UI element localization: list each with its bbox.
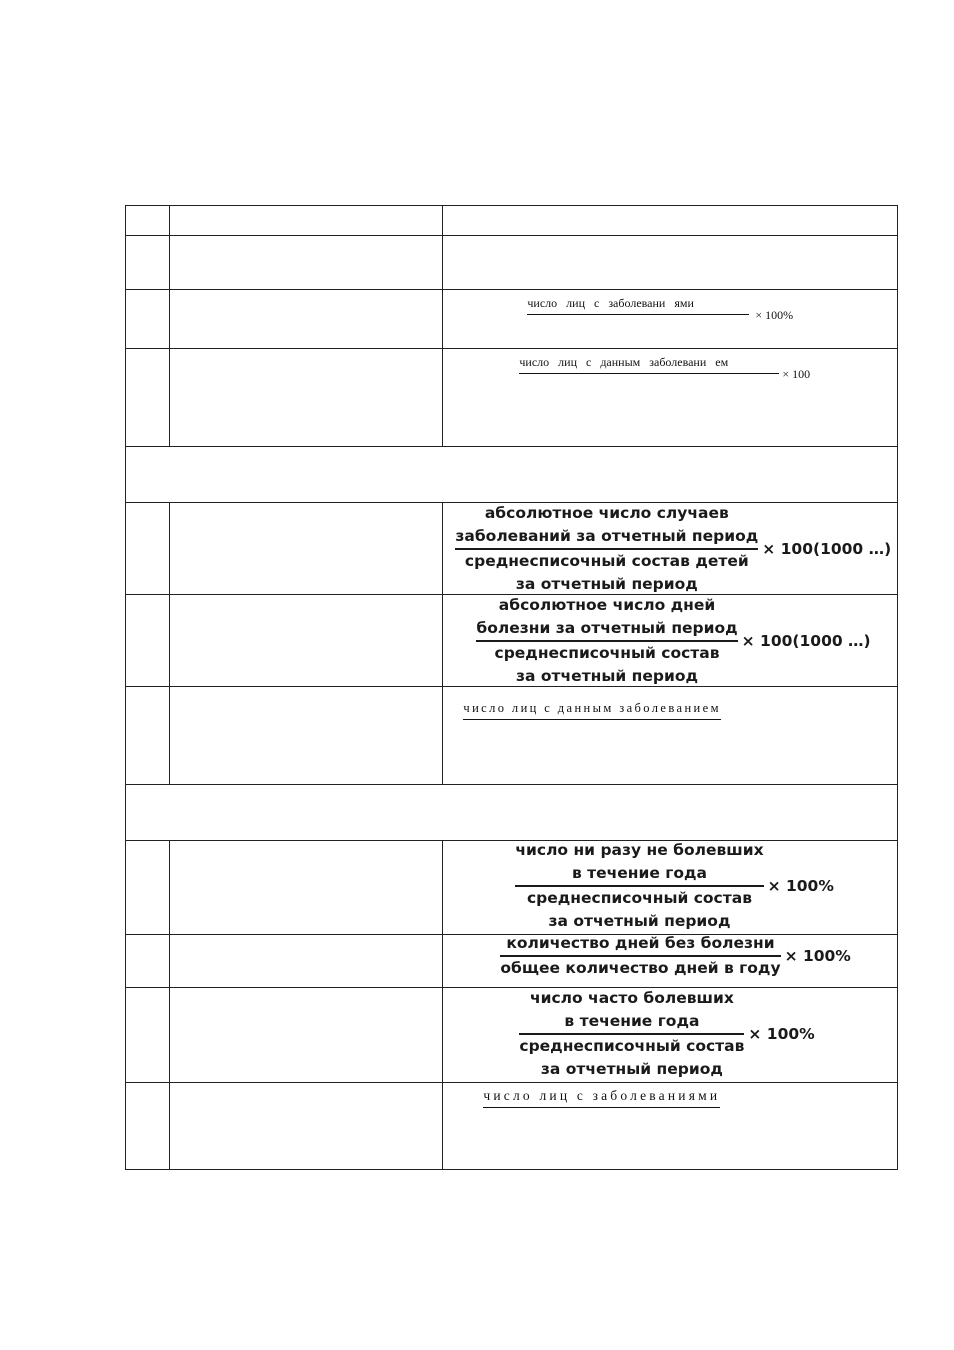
table-cell xyxy=(126,1083,170,1170)
table-row xyxy=(126,935,898,988)
table-cell xyxy=(170,988,443,1083)
table-row xyxy=(126,687,898,785)
numerator-line: абсолютное число дней xyxy=(498,596,716,614)
numerator-line: в течение года xyxy=(571,864,708,882)
formula-numerator: число лиц с заболеваниями xyxy=(483,1088,720,1108)
formula-cell xyxy=(443,841,898,935)
section-row xyxy=(126,447,898,503)
formula-numerator: число лиц с данным заболеванием xyxy=(463,701,721,720)
table-cell xyxy=(170,687,443,785)
table-row xyxy=(126,503,898,595)
section-row xyxy=(126,785,898,841)
formula-fraction xyxy=(500,932,850,980)
table-cell xyxy=(126,236,170,290)
table-cell xyxy=(170,503,443,595)
table-row xyxy=(126,1083,898,1170)
numerator-line: болезни за отчетный период xyxy=(476,619,738,637)
formula-small xyxy=(519,355,811,381)
formula-multiplier: × 100% xyxy=(755,308,794,322)
table-cell xyxy=(126,290,170,349)
table-row xyxy=(126,236,898,290)
table-cell xyxy=(170,206,443,236)
table-cell xyxy=(126,349,170,447)
formula-multiplier: × 100(1000 …) xyxy=(762,539,892,558)
numerator-line: в течение года xyxy=(564,1012,700,1030)
formula-cell xyxy=(443,687,898,785)
formula-multiplier: × 100% xyxy=(784,946,851,965)
table-cell xyxy=(170,841,443,935)
table-cell xyxy=(170,236,443,290)
table-cell xyxy=(126,785,898,841)
table-cell xyxy=(170,349,443,447)
numerator-line: число ни разу не болевших xyxy=(515,841,764,859)
table-row xyxy=(126,349,898,447)
formula-small xyxy=(527,296,794,322)
formula-fraction xyxy=(515,839,833,933)
table-cell xyxy=(170,1083,443,1170)
formula-fraction xyxy=(455,502,891,596)
formula-fraction xyxy=(476,594,870,688)
table-cell xyxy=(443,206,898,236)
table-cell xyxy=(170,595,443,687)
table-cell xyxy=(126,447,898,503)
table-cell xyxy=(126,503,170,595)
numerator-line: число часто болевших xyxy=(529,989,734,1007)
table-header-row xyxy=(126,206,898,236)
formula-fraction xyxy=(519,987,814,1081)
formula-cell xyxy=(443,503,898,595)
denominator-line: за отчетный период xyxy=(548,911,731,930)
formula-cell xyxy=(443,595,898,687)
numerator-line: заболеваний за отчетный период xyxy=(455,527,759,545)
denominator-line: за отчетный период xyxy=(540,1059,723,1078)
formula-numerator: число лиц с заболевани ями xyxy=(527,296,749,315)
formula-cell xyxy=(443,349,898,447)
table-row xyxy=(126,290,898,349)
denominator-line: среднесписочный состав xyxy=(494,643,720,662)
numerator-line: абсолютное число случаев xyxy=(484,504,729,522)
table-row xyxy=(126,841,898,935)
formula-multiplier: × 100% xyxy=(767,876,834,895)
formula-multiplier: × 100 xyxy=(782,367,811,381)
formula-cell xyxy=(443,290,898,349)
table-cell xyxy=(170,290,443,349)
formula-cell xyxy=(443,935,898,988)
table-cell xyxy=(126,841,170,935)
table-cell xyxy=(126,206,170,236)
formula-multiplier: × 100% xyxy=(748,1024,815,1043)
denominator-line: среднесписочный состав xyxy=(519,1036,745,1055)
denominator-line: за отчетный период xyxy=(516,666,699,685)
table-cell xyxy=(126,687,170,785)
denominator-line: среднесписочный состав детей xyxy=(464,551,749,570)
table-row xyxy=(126,988,898,1083)
formula-cell xyxy=(443,988,898,1083)
formula-multiplier: × 100(1000 …) xyxy=(741,631,871,650)
indicators-table xyxy=(125,205,898,1170)
table-cell xyxy=(443,236,898,290)
table-cell xyxy=(170,935,443,988)
table-cell xyxy=(126,988,170,1083)
table-row xyxy=(126,595,898,687)
denominator-line: за отчетный период xyxy=(515,574,698,593)
formula-cell xyxy=(443,1083,898,1170)
denominator-line: общее количество дней в году xyxy=(500,958,781,977)
denominator-line: среднесписочный состав xyxy=(526,888,752,907)
table-cell xyxy=(126,595,170,687)
numerator-line: количество дней без болезни xyxy=(506,934,775,952)
formula-numerator: число лиц с данным заболевани ем xyxy=(519,355,779,374)
table-cell xyxy=(126,935,170,988)
